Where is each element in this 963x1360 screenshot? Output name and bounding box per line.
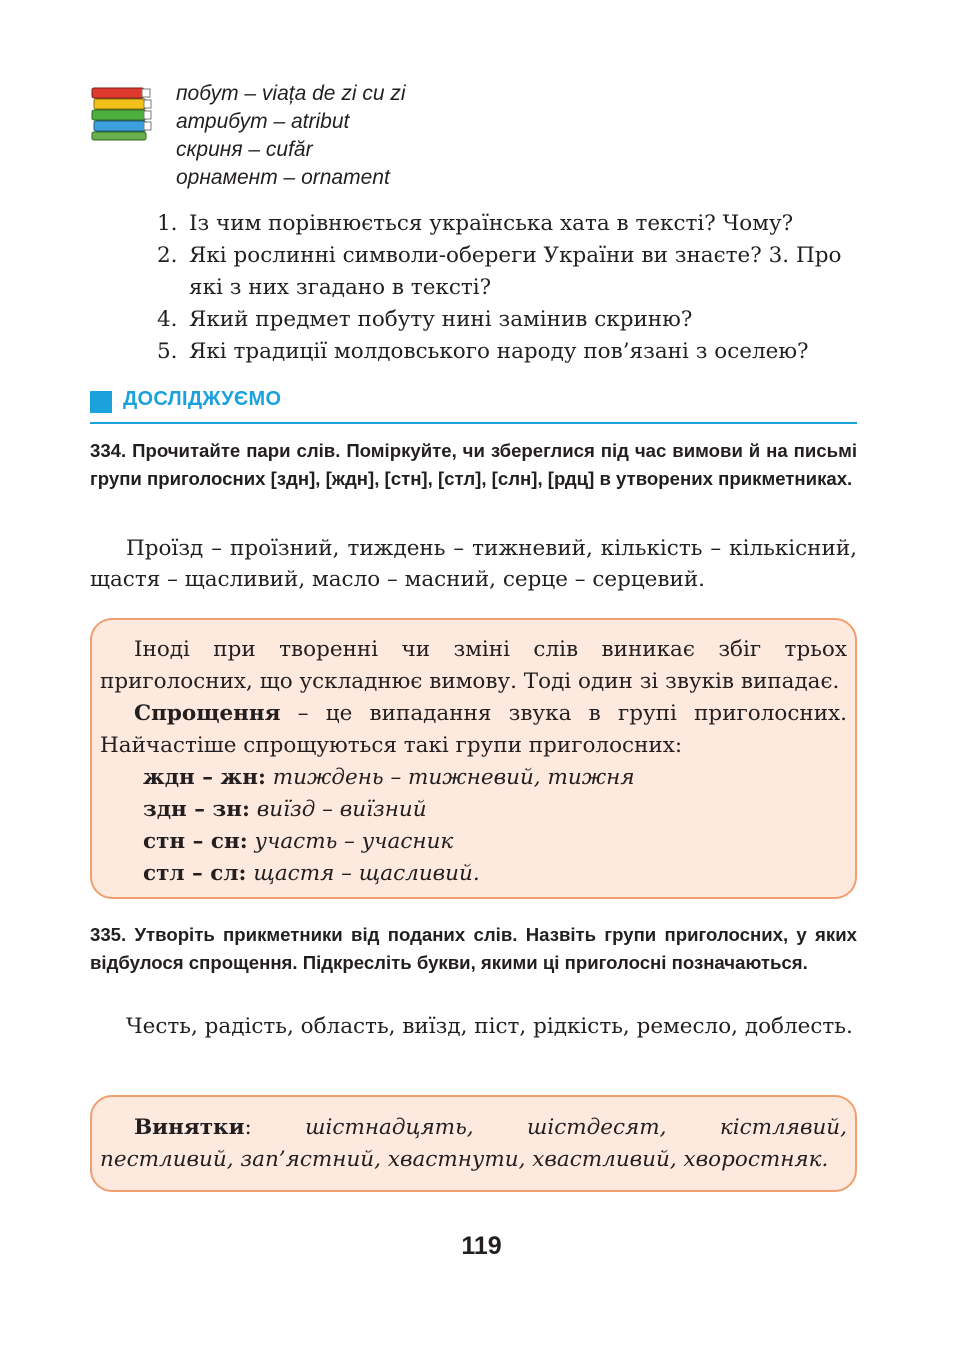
section-title: ДОСЛІДЖУЄМО (123, 388, 282, 410)
section-heading (90, 386, 857, 424)
vocabulary-item: орнамент – ornament (176, 166, 390, 189)
group-example: участь – учасник (254, 829, 454, 854)
rule-term: Спрощення (134, 701, 281, 726)
task-335-instruction: 335. Утворіть прикметники від поданих слів. Назвіть групи приголосних, у яких відбулося спрощення. Підкресліть букви, якими ці приголосні позначаються. (90, 924, 857, 973)
group-label: ждн – жн: (143, 765, 266, 790)
rule-group (100, 762, 847, 794)
question-number: 1. (157, 211, 178, 236)
question-text: Із чим порівнюється українська хата в тексті? Чому? (189, 211, 794, 236)
rule-box (90, 618, 857, 899)
exceptions-text (100, 1112, 847, 1176)
rule-group (100, 858, 847, 890)
rule-group (100, 826, 847, 858)
question-number: 4. (157, 307, 178, 332)
question-item (157, 336, 857, 368)
rule-definition-text: – це випадання звука в групі приголосних. Найчастіше спрощуються такі групи приголосних: (100, 701, 847, 758)
page-number: 119 (461, 1232, 502, 1260)
question-number: 5. (157, 339, 178, 364)
section-marker (90, 391, 112, 413)
exceptions-colon: : (244, 1115, 252, 1140)
rule-definition (100, 698, 847, 762)
exceptions-words: шістнадцять, шістдесят, кістлявий, пестливий, зап’ястний, хвастнути, хвастливий, хворостняк. (100, 1115, 847, 1172)
vocabulary-item: скриня – cufăr (176, 138, 313, 161)
rule-intro: Іноді при творенні чи зміні слів виникає збіг трьох приголосних, що ускладнює вимову. Тоді один зі звуків випадає. (100, 637, 847, 694)
task-334-example: Проїзд – проїзний, тиждень – тижневий, кількість – кількісний, щастя – щасливий, масло – масний, серце – серцевий. (90, 536, 857, 592)
task-335-example: Честь, радість, область, виїзд, піст, рідкість, ремесло, доблесть. (126, 1014, 853, 1039)
rule-group (100, 794, 847, 826)
question-item (157, 240, 857, 304)
question-text: Який предмет побуту нині замінив скриню? (189, 307, 693, 332)
group-example: виїзд – виїзний (256, 797, 427, 822)
group-example: тиждень – тижневий, тижня (272, 765, 635, 790)
vocabulary-item: побут – viața de zi cu zi (176, 82, 406, 105)
question-number: 2. (157, 243, 178, 268)
exceptions-term: Винятки (134, 1115, 245, 1140)
group-label: здн – зн: (143, 797, 250, 822)
questions-list (157, 208, 857, 368)
group-label: стл – сл: (143, 861, 247, 886)
exceptions-box (90, 1095, 857, 1192)
group-label: стн – сн: (143, 829, 248, 854)
vocabulary-list (176, 80, 406, 192)
question-text: Які традиції молдовського народу пов’язані з оселею? (189, 339, 809, 364)
question-item (157, 208, 857, 240)
question-item (157, 304, 857, 336)
vocabulary-item: атрибут – atribut (176, 110, 350, 133)
books-icon (90, 86, 154, 144)
question-text: Які рослинні символи-обереги України ви знаєте? 3. Про які з них згадано в тексті? (189, 243, 842, 300)
task-334-instruction: 334. Прочитайте пари слів. Поміркуйте, чи збереглися під час вимови й на письмі групи приголосних [здн], [ждн], [стн], [стл], [слн], [рдц] в утворених прикметниках. (90, 440, 857, 489)
group-example: щастя – щасливий. (253, 861, 480, 886)
